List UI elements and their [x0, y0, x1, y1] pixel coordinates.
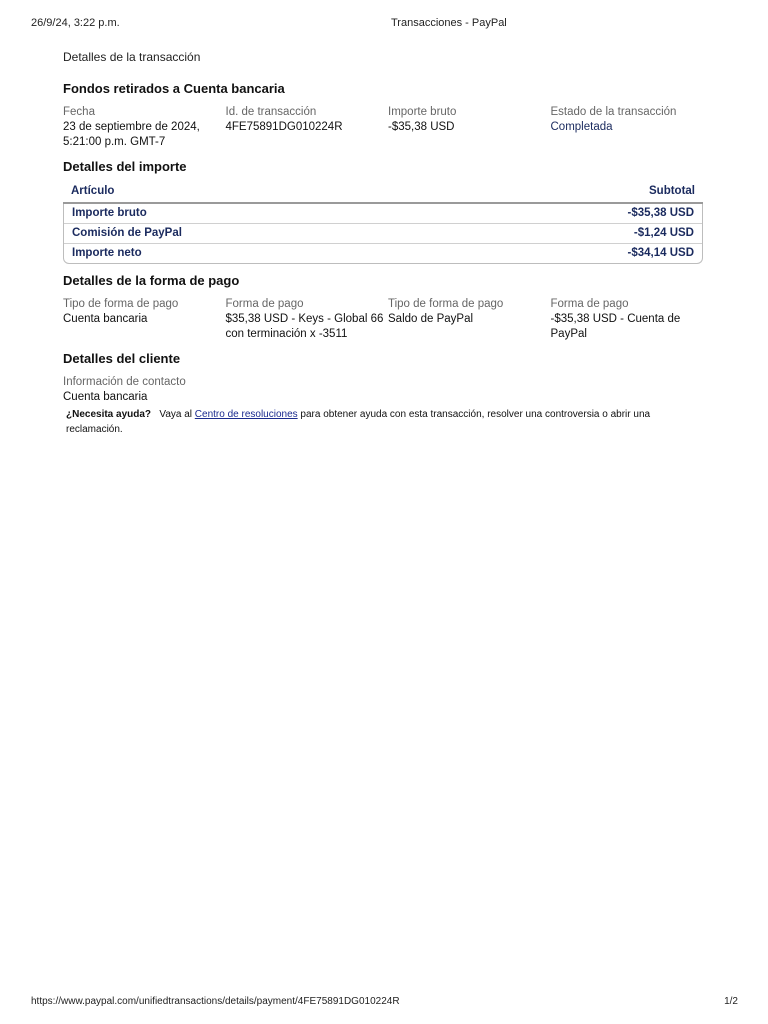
date-value: 23 de septiembre de 2024, 5:21:00 p.m. GMT-7: [63, 121, 200, 148]
payment-type-value-2: Saldo de PayPal: [388, 313, 474, 325]
row-subtotal: -$35,38 USD: [627, 207, 694, 219]
customer-details-heading: Detalles del cliente: [63, 351, 181, 366]
payment-method-value-2: -$35,38 USD - Cuenta de PayPal: [550, 313, 681, 340]
transaction-summary: [63, 105, 713, 150]
status-value: Completada: [550, 121, 613, 133]
print-footer-url: https://www.paypal.com/unifiedtransactions/details/payment/4FE75891DG010224R: [31, 996, 400, 1007]
status-field: [551, 105, 714, 150]
row-item: Importe bruto: [72, 207, 147, 219]
amount-table-body: [63, 204, 703, 264]
payment-method-details: [63, 297, 713, 342]
column-header-item: Artículo: [71, 185, 115, 197]
payment-type-value: Cuenta bancaria: [63, 313, 148, 325]
amount-details-table: [63, 181, 703, 264]
print-header-title: Transacciones - PayPal: [391, 17, 507, 29]
status-label: Estado de la transacción: [550, 106, 677, 118]
gross-amount-label: Importe bruto: [388, 106, 457, 118]
print-footer-page-number: 1/2: [724, 996, 738, 1007]
date-label: Fecha: [63, 106, 95, 118]
transaction-details-content: [63, 50, 703, 403]
table-row: [64, 244, 702, 263]
payment-method-label: Forma de pago: [225, 298, 304, 310]
transaction-id-label: Id. de transacción: [225, 106, 317, 118]
resolution-center-link[interactable]: Centro de resoluciones: [194, 409, 298, 420]
transaction-heading: Fondos retirados a Cuenta bancaria: [63, 81, 285, 96]
contact-value: Cuenta bancaria: [63, 391, 148, 403]
row-item: Importe neto: [72, 247, 142, 259]
date-field: [63, 105, 226, 150]
payment-method-heading: Detalles de la forma de pago: [63, 273, 240, 288]
help-before-link: Vaya al: [159, 409, 193, 420]
amount-details-heading: Detalles del importe: [63, 159, 187, 174]
contact-label: Información de contacto: [63, 376, 186, 388]
payment-type-field-2: [388, 297, 551, 342]
row-subtotal: -$34,14 USD: [627, 247, 694, 259]
help-after-link: para obtener ayuda con esta transacción, resolver una controversia o abrir una reclamación.: [66, 409, 651, 435]
help-question: ¿Necesita ayuda?: [66, 409, 152, 420]
payment-type-label: Tipo de forma de pago: [63, 298, 179, 310]
help-notice: [66, 407, 686, 437]
amount-table-header: [63, 181, 703, 204]
payment-method-value: $35,38 USD - Keys - Global 66 con terminación x -3511: [225, 313, 384, 340]
transaction-id-field: [226, 105, 389, 150]
payment-method-field-2: [551, 297, 714, 342]
column-header-subtotal: Subtotal: [649, 185, 695, 197]
print-header-datetime: 26/9/24, 3:22 p.m.: [31, 17, 120, 29]
payment-method-field: [226, 297, 389, 342]
payment-type-label-2: Tipo de forma de pago: [388, 298, 504, 310]
transaction-id-value: 4FE75891DG010224R: [225, 121, 343, 133]
payment-method-label-2: Forma de pago: [550, 298, 629, 310]
row-subtotal: -$1,24 USD: [633, 227, 694, 239]
row-item: Comisión de PayPal: [72, 227, 182, 239]
gross-amount-value: -$35,38 USD: [388, 121, 455, 133]
contact-info: [63, 375, 186, 405]
page-title: Detalles de la transacción: [63, 50, 201, 64]
gross-amount-field: [388, 105, 551, 150]
table-row: [64, 224, 702, 244]
payment-type-field: [63, 297, 226, 342]
table-row: [64, 204, 702, 224]
